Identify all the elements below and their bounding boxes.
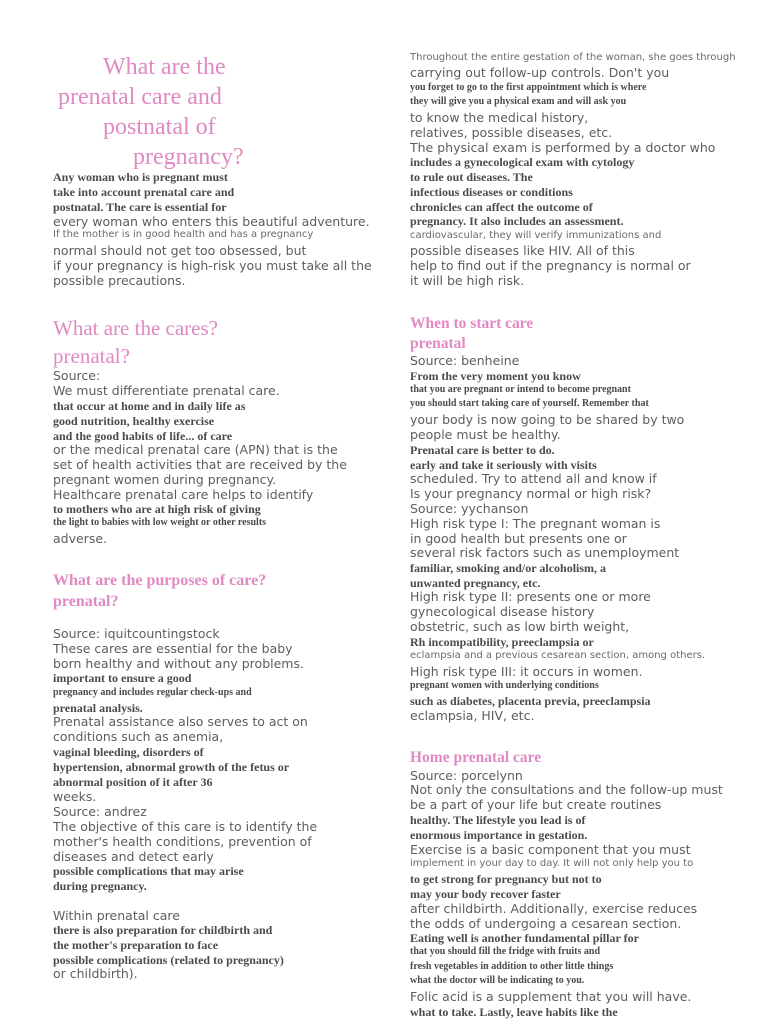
cares-line: or the medical prenatal care (APN) that is the (53, 442, 338, 457)
purposes-heading-line-2: prenatal? (53, 593, 119, 610)
cares-line: Source: (53, 368, 101, 383)
when-line: several risk factors such as unemployment (410, 545, 680, 560)
home-line: after childbirth. Additionally, exercise reduces (410, 901, 698, 916)
when-line: High risk type III: it occurs in women. (410, 664, 643, 679)
when-line: your body is now going to be shared by two (410, 412, 685, 427)
purposes-line: important to ensure a good (53, 671, 192, 685)
right-intro-line: help to find out if the pregnancy is normal or (410, 258, 691, 273)
when-line: unwanted pregnancy, etc. (410, 576, 541, 590)
right-intro-line: The physical exam is performed by a doctor who (410, 140, 716, 155)
intro-line: every woman who enters this beautiful adventure. (53, 214, 370, 229)
when-line: scheduled. Try to attend all and know if (410, 471, 657, 486)
cares-line: good nutrition, healthy exercise (53, 414, 215, 428)
when-line: early and take it seriously with visits (410, 458, 597, 472)
purposes-line: or childbirth). (53, 966, 138, 981)
page-title-line-3: postnatal of (103, 114, 216, 140)
when-line: obstetric, such as low birth weight, (410, 619, 630, 634)
right-intro-line: it will be high risk. (410, 273, 525, 288)
cares-line: pregnant women during pregnancy. (53, 472, 277, 487)
when-line: High risk type II: presents one or more (410, 589, 651, 604)
home-line: the odds of undergoing a cesarean section. (410, 916, 682, 931)
purposes-heading-line-1: What are the purposes of care? (53, 572, 267, 589)
page-title-line-2: prenatal care and (58, 84, 222, 110)
purposes-line: These cares are essential for the baby (53, 641, 293, 656)
purposes-line: conditions such as anemia, (53, 729, 224, 744)
purposes-line: Within prenatal care (53, 908, 180, 923)
intro-line: take into account prenatal care and (53, 185, 235, 199)
home-heading: Home prenatal care (410, 749, 542, 766)
when-line: eclampsia, HIV, etc. (410, 708, 535, 723)
when-line: you should start taking care of yourself. Remember that (410, 398, 649, 409)
right-intro-line: to rule out diseases. The (410, 170, 533, 184)
home-line: Not only the consultations and the follow-up must (410, 782, 723, 797)
purposes-line: Prenatal assistance also serves to act on (53, 714, 308, 729)
home-line: implement in your day to day. It will not only help you to (410, 858, 694, 869)
purposes-line: Source: andrez (53, 804, 147, 819)
when-line: such as diabetes, placenta previa, preeclampsia (410, 694, 651, 708)
purposes-line: mother's health conditions, prevention of (53, 834, 312, 849)
when-line: that you are pregnant or intend to become pregnant (410, 384, 631, 395)
purposes-line: diseases and detect early (53, 849, 214, 864)
right-intro-line: chronicles can affect the outcome of (410, 200, 593, 214)
home-line: Exercise is a basic component that you must (410, 842, 691, 857)
when-line: gynecological disease history (410, 604, 595, 619)
home-line: Source: porcelynn (410, 768, 523, 783)
purposes-line: hypertension, abnormal growth of the fetus or (53, 760, 290, 774)
cares-line: the light to babies with low weight or other results (53, 517, 267, 528)
when-line: familiar, smoking and/or alcoholism, a (410, 561, 607, 575)
purposes-line: possible complications that may arise (53, 864, 244, 878)
cares-line: set of health activities that are received by the (53, 457, 347, 472)
cares-line: adverse. (53, 531, 107, 546)
purposes-line: abnormal position of it after 36 (53, 775, 213, 789)
cares-line: and the good habits of life... of care (53, 429, 233, 443)
when-line: Is your pregnancy normal or high risk? (410, 486, 652, 501)
purposes-line: The objective of this care is to identify the (53, 819, 318, 834)
purposes-line: born healthy and without any problems. (53, 656, 304, 671)
right-intro-line: they will give you a physical exam and will ask you (410, 96, 627, 107)
purposes-line: vaginal bleeding, disorders of (53, 745, 204, 759)
right-intro-line: you forget to go to the first appointment which is where (410, 82, 647, 93)
home-line: what the doctor will be indicating to you. (410, 975, 585, 986)
right-intro-line: cardiovascular, they will verify immunizations and (410, 230, 662, 241)
right-intro-line: relatives, possible diseases, etc. (410, 125, 613, 140)
purposes-line: there is also preparation for childbirth and (53, 923, 273, 937)
page-title-line-4: pregnancy? (133, 144, 244, 170)
when-line: Source: yychanson (410, 501, 529, 516)
right-intro-line: infectious diseases or conditions (410, 185, 573, 199)
purposes-line: possible complications (related to pregnancy) (53, 953, 284, 967)
intro-line: if your pregnancy is high-risk you must take all the (53, 258, 372, 273)
home-line: to get strong for pregnancy but not to (410, 872, 602, 886)
intro-line: possible precautions. (53, 273, 186, 288)
purposes-line: prenatal analysis. (53, 701, 143, 715)
when-line: Prenatal care is better to do. (410, 443, 555, 457)
purposes-line: during pregnancy. (53, 879, 147, 893)
home-line: healthy. The lifestyle you lead is of (410, 813, 586, 827)
purposes-line: the mother's preparation to face (53, 938, 219, 952)
intro-line: postnatal. The care is essential for (53, 200, 227, 214)
when-heading-line-2: prenatal (410, 335, 466, 352)
purposes-line: weeks. (53, 789, 97, 804)
cares-line: We must differentiate prenatal care. (53, 383, 280, 398)
cares-heading-line-1: What are the cares? (53, 316, 218, 340)
home-line: fresh vegetables in addition to other little things (410, 961, 614, 972)
cares-line: Healthcare prenatal care helps to identify (53, 487, 314, 502)
purposes-line: pregnancy and includes regular check-ups and (53, 687, 252, 698)
purposes-line: Source: iquitcountingstock (53, 626, 220, 641)
when-line: Rh incompatibility, preeclampsia or (410, 635, 594, 649)
when-line: in good health but presents one or (410, 531, 627, 546)
right-intro-line: possible diseases like HIV. All of this (410, 243, 635, 258)
when-heading-line-1: When to start care (410, 315, 534, 332)
home-line: Eating well is another fundamental pillar for (410, 931, 639, 945)
when-line: pregnant women with underlying conditions (410, 680, 599, 691)
right-intro-line: includes a gynecological exam with cytology (410, 155, 635, 169)
intro-line: Any woman who is pregnant must (53, 170, 228, 184)
when-line: From the very moment you know (410, 369, 581, 383)
when-line: High risk type I: The pregnant woman is (410, 516, 661, 531)
home-line: that you should fill the fridge with fruits and (410, 946, 601, 957)
when-line: eclampsia and a previous cesarean section, among others. (410, 650, 706, 661)
cares-heading-line-2: prenatal? (53, 344, 130, 368)
home-line: be a part of your life but create routines (410, 797, 662, 812)
page-title-line-1: What are the (103, 54, 226, 80)
right-intro-line: carrying out follow-up controls. Don't you (410, 65, 670, 80)
intro-line: normal should not get too obsessed, but (53, 243, 307, 258)
cares-line: that occur at home and in daily life as (53, 399, 246, 413)
intro-line: If the mother is in good health and has a pregnancy (53, 229, 314, 240)
cares-line: to mothers who are at high risk of giving (53, 502, 261, 516)
when-line: people must be healthy. (410, 427, 561, 442)
home-line: enormous importance in gestation. (410, 828, 588, 842)
home-line: what to take. Lastly, leave habits like the (410, 1005, 618, 1019)
right-intro-line: Throughout the entire gestation of the woman, she goes through (410, 52, 736, 63)
right-intro-line: pregnancy. It also includes an assessment. (410, 214, 624, 228)
right-intro-line: to know the medical history, (410, 110, 589, 125)
home-line: Folic acid is a supplement that you will have. (410, 989, 692, 1004)
when-line: Source: benheine (410, 353, 520, 368)
home-line: may your body recover faster (410, 887, 561, 901)
